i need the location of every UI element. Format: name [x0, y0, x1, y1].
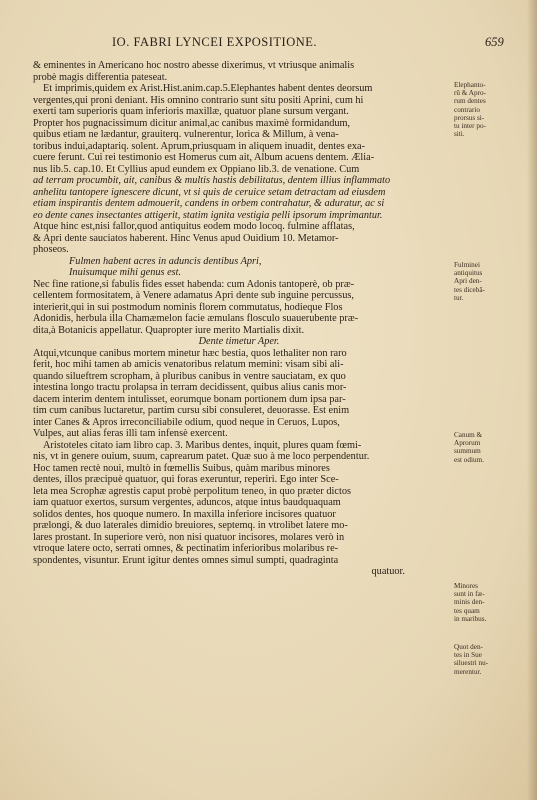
text-line: nus lib.5. cap.10. Et Cyllius apud eundem ex Oppiano lib.3. de venatione. Cum	[33, 163, 360, 175]
text-line: exerti tam superioris quam inferioris maxillæ, quatuor plane sursum vergant.	[33, 106, 349, 117]
text-line: Dente timetur Aper.	[198, 336, 280, 347]
text-line: & eminentes in Americano hoc nostro abesse dixerimus, vt vtriusque animalis	[33, 60, 355, 71]
text-line: solidos dentes, hos quoque numero. In maxilla inferiore incisores quatuor	[33, 508, 336, 520]
text-line: Atque hinc est,nisi fallor,quod antiquitus eodem modo locoq. fulmine afflatas,	[33, 221, 355, 232]
text-line: ad terram procumbit, ait, canibus & multis hastis debilitatus, dentem illius inflammato	[33, 175, 391, 186]
marginal-note-line: tes quam	[454, 606, 480, 615]
text-line: cuere ferunt. Cui rei testimonio est Homerus cum ait, Album acuens dentem. Ælia-	[33, 152, 375, 163]
marginal-note-line: merentur.	[454, 667, 482, 676]
text-line: vtroque latere octo, serrati omnes, & pectinatim inferioribus molaribus re-	[33, 543, 339, 554]
text-line: intestina longo tractu prolapsa in terram decidissent, quibus alius canis mor-	[33, 382, 347, 393]
text-line: Aristoteles citato iam libro cap. 3. Maribus dentes, inquit, plures quam fœmi-	[43, 439, 362, 451]
text-line: anhelitu tantopere ignescere dicunt, vt si quis de ceruice setam detractam ad eiusdem	[33, 186, 386, 198]
text-line: dacem interim dentem intulisset, eorumque bonam portionem dum ipsa par-	[33, 393, 346, 405]
text-line: quatuor.	[371, 566, 405, 577]
marginal-note-line: summum	[454, 447, 481, 456]
text-line: tim cum canibus luctaretur, partim cursu sibi consuleret, deuorasse. Est enim	[33, 405, 350, 416]
text-line: dita,à Botanicis appellatur. Quapropter iure merito Martialis dixit.	[33, 324, 305, 336]
main-text-block	[33, 60, 445, 578]
marginal-note-line: contrario	[454, 105, 480, 114]
text-line: quibus etiam ne lædantur, grauiterq. vulnerentur, lorica & Millum, à vena-	[33, 129, 339, 140]
page-number: 659	[485, 35, 504, 49]
text-line: Nec fine ratione,si fabulis fides esset habenda: cum Adonis tantoperè, ob præ-	[33, 278, 355, 290]
marginal-note-line: Fulminei	[454, 261, 480, 269]
marginal-note-line: Apri den-	[454, 277, 482, 286]
marginal-note-line: siluestri nu-	[454, 659, 489, 668]
marginal-note-line: tur.	[454, 293, 464, 302]
text-line: Propter hos pugnacissimum dicitur animal,ac canibus maximè formidandum,	[33, 117, 351, 129]
marginal-note-line: Quot den-	[454, 643, 483, 651]
marginal-note-line: sunt in fæ-	[454, 590, 485, 599]
text-line: dentes, illos præcipuè quatuor, qui foras exeruntur, reperiri. Ego inter Sce-	[33, 474, 339, 485]
text-line: etiam inspirantis dentem admouerit, candens in orbem contrahatur, & aduratur, ac si	[33, 198, 385, 209]
text-line: cellentem formositatem, à Venere adamatus Apri dente sub inguine percussus,	[33, 290, 354, 301]
marginal-note-line: Aprorum	[454, 439, 481, 448]
text-line: phoseos.	[33, 244, 69, 255]
text-line: Hoc tamen rectè noui, multò in fœmellis Suibus, quàm maribus minores	[33, 462, 330, 474]
marginal-note-line: rum dentes	[454, 97, 486, 106]
marginal-note-line: Canum &	[454, 431, 483, 439]
text-line: quando silueftrem scropham, à pluribus canibus in ventre sauciatam, ex quo	[33, 370, 346, 382]
marginal-note-line: rū & Apro-	[454, 89, 486, 98]
text-line: inter Canes & Apros irreconciliabile odium, quod neque in Ceruos, Lupos,	[33, 416, 340, 428]
marginal-note	[454, 261, 510, 302]
text-line: iam quatuor exertos, sursum vergentes, aduncos, atque intus baudquaquam	[33, 497, 341, 508]
text-line: lares prostant. In superiore verò, non nisi quatuor incisores, molares verò in	[33, 531, 345, 543]
text-line: leta mea Scrophæ agrestis caput probè perpolitum teneo, in quo præter dictos	[33, 485, 351, 497]
text-line: nis, vt in genere ouium, suum, caprearum patet. Quæ suo à me loco perpendentur.	[33, 451, 370, 462]
page-edge-shadow	[527, 0, 537, 800]
text-line: prælongi, & duo laterales dimidio breuiores, septemq. in vtrolibet latere mo-	[33, 520, 348, 531]
marginal-note-line: Elephanto-	[454, 81, 486, 89]
marginal-note-line: tes in Sue	[454, 651, 482, 660]
text-line: & Apri dente sauciatos haberent. Hinc Venus apud Ouidium 10. Metamor-	[33, 232, 339, 244]
text-line: Et imprimis,quidem ex Arist.Hist.anim.cap.5.Elephantes habent dentes deorsum	[43, 83, 373, 94]
text-line: interierit,qui in sui postmodum nominis florem commutatus, hodieque Flos	[33, 301, 343, 313]
text-line: Atqui,vtcunque canibus mortem minetur hæc bestia, quos lethaliter non raro	[33, 347, 347, 359]
text-line: toribus indui,adaptariq. solent. Aprum,priusquam in aliquem inuadit, dentes exa-	[33, 140, 366, 152]
marginal-note-line: tu inter po-	[454, 122, 486, 131]
marginal-note-line: antiquitus	[454, 269, 483, 278]
text-line: Vulpes, aut alias feras illi tam infensè exercent.	[33, 428, 228, 439]
marginal-note	[454, 81, 510, 138]
marginal-note-line: in maribus.	[454, 614, 487, 623]
text-line: vergentes,qui proni deniant. His omnino contrario sunt situ positi Aprini, cum hi	[33, 94, 364, 106]
marginal-note-line: Minores	[454, 582, 478, 590]
marginal-note-line: tes dicebā-	[454, 285, 485, 294]
running-title: IO. FABRI LYNCEI EXPOSITIONE.	[112, 35, 318, 49]
marginal-note-line: prorsus si-	[454, 113, 485, 122]
text-line: eo dente canes insectantes attigerit, statim ignita vestigia pelli ipsorum imprimantur.	[33, 209, 383, 221]
marginal-note	[454, 643, 510, 676]
marginal-note-line: est odium.	[454, 455, 484, 464]
text-line: Adonidis, herbula illa Chamæmelon facie æmulans flosculo suauerubente præ-	[33, 313, 359, 324]
text-line: ferit, hoc mihi tamen ab amicis venatoribus relatum memini: visam sibi ali-	[33, 359, 344, 370]
text-line: Fulmen habent acres in aduncis dentibus Apri,	[69, 255, 262, 267]
marginal-note-line: minis den-	[454, 598, 485, 607]
text-line: Inuisumque mihi genus est.	[69, 267, 182, 278]
text-line: spondentes, visuntur. Erunt igitur dentes omnes simul sumpti, quadraginta	[33, 554, 339, 566]
marginal-note	[454, 431, 510, 464]
text-line: probè magis differentia pateseat.	[33, 71, 168, 83]
marginal-note-line: siti.	[454, 130, 465, 139]
marginal-note	[454, 582, 510, 623]
